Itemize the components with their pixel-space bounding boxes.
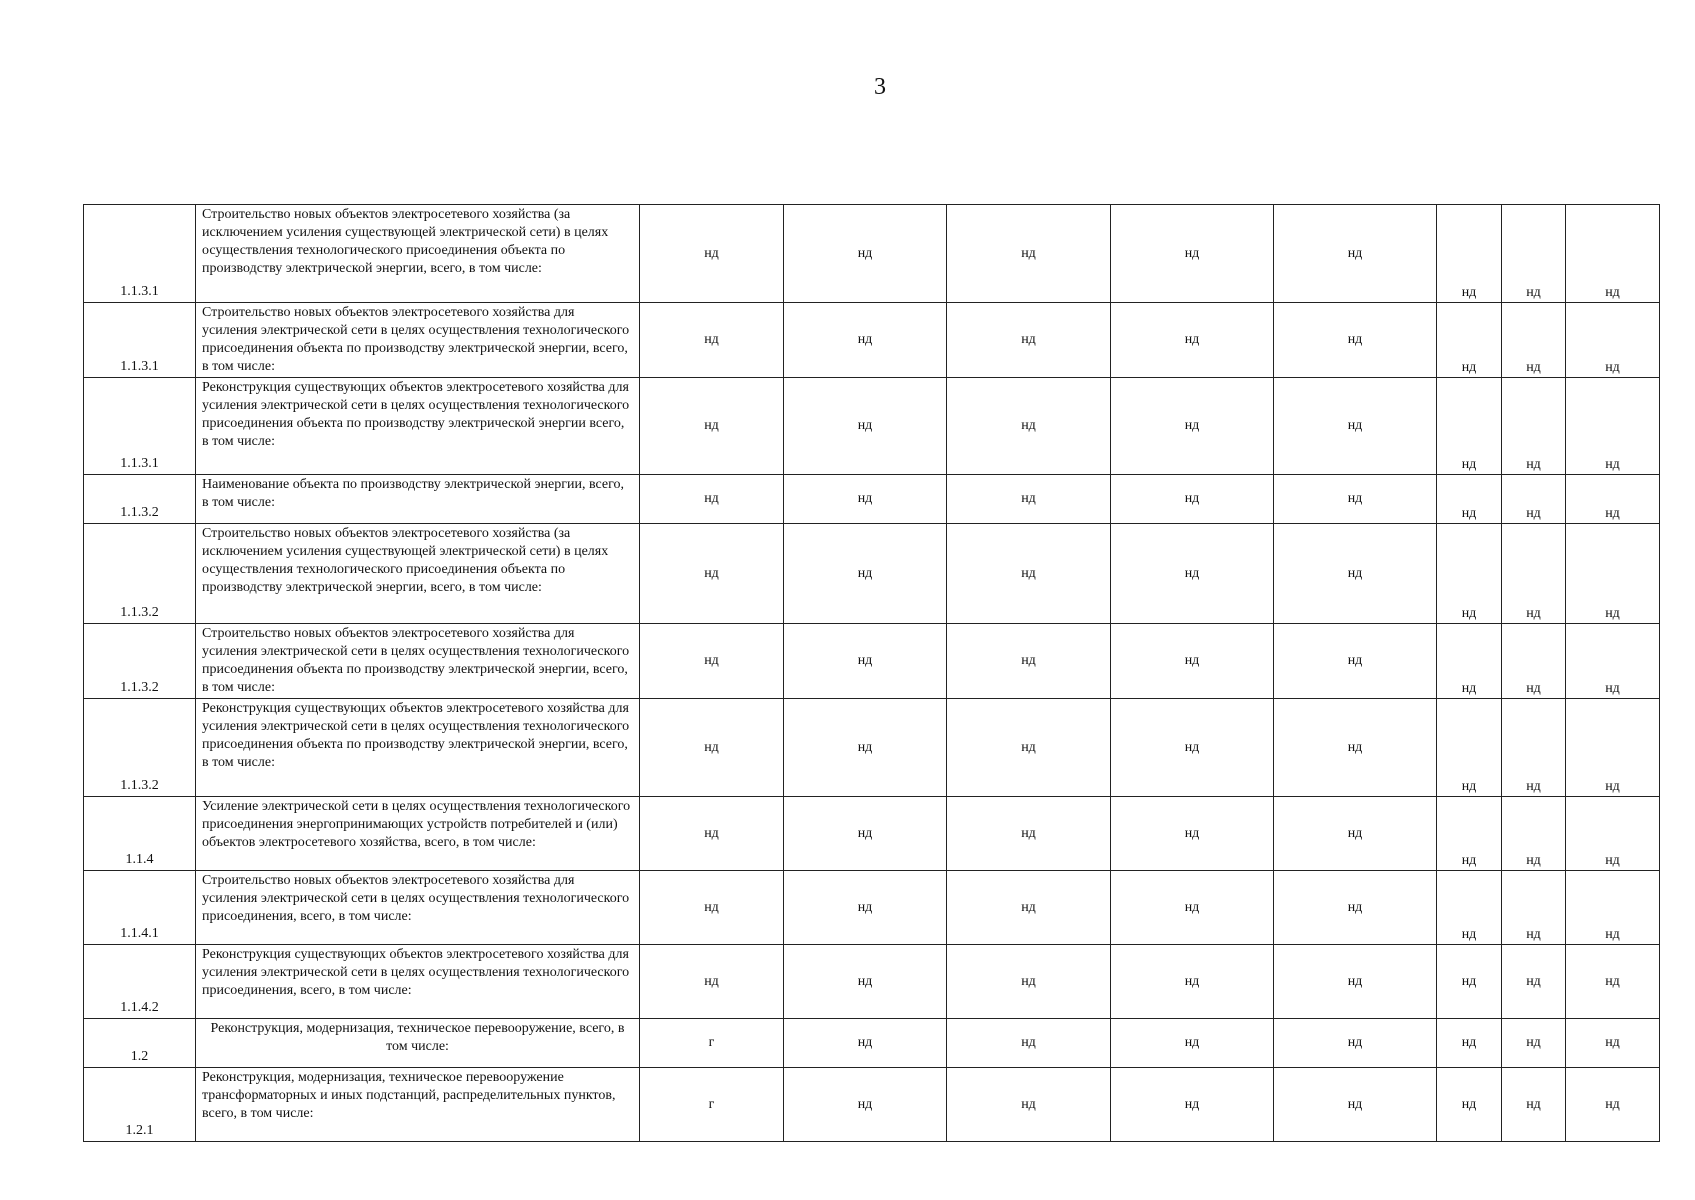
- value-cell: нд: [784, 699, 947, 797]
- value-cell: нд: [1502, 699, 1566, 797]
- row-name: Строительство новых объектов электросетевого хозяйства для усиления электрической сети в целях осуществления технологического присоединения, всего, в том числе:: [196, 871, 640, 945]
- value-cell: нд: [1566, 378, 1660, 475]
- investment-table: [83, 204, 1660, 1142]
- value-cell: нд: [1111, 1068, 1274, 1142]
- value-cell: нд: [1566, 524, 1660, 624]
- value-cell: нд: [1502, 205, 1566, 303]
- value-cell: нд: [1437, 303, 1502, 378]
- row-code: 1.1.3.1: [84, 303, 196, 378]
- value-cell: нд: [1111, 871, 1274, 945]
- value-cell: нд: [1111, 378, 1274, 475]
- table-row: [84, 945, 1660, 1019]
- value-cell: нд: [1566, 699, 1660, 797]
- row-code: 1.1.3.2: [84, 624, 196, 699]
- value-cell: нд: [640, 524, 784, 624]
- value-cell: нд: [1566, 624, 1660, 699]
- row-name: Строительство новых объектов электросетевого хозяйства (за исключением усиления существующей электрической сети) в целях осуществления технологического присоединения объекта по производству электрической энергии, всего, в том числе:: [196, 205, 640, 303]
- table-row: [84, 205, 1660, 303]
- value-cell: нд: [1566, 1019, 1660, 1068]
- row-name: Наименование объекта по производству электрической энергии, всего, в том числе:: [196, 475, 640, 524]
- table-row: [84, 303, 1660, 378]
- value-cell: нд: [1502, 624, 1566, 699]
- value-cell: нд: [947, 797, 1111, 871]
- value-cell: нд: [640, 205, 784, 303]
- value-cell: нд: [947, 205, 1111, 303]
- row-code: 1.1.4.2: [84, 945, 196, 1019]
- row-name: Реконструкция существующих объектов электросетевого хозяйства для усиления электрической сети в целях осуществления технологического присоединения, всего, в том числе:: [196, 945, 640, 1019]
- value-cell: нд: [640, 699, 784, 797]
- value-cell: нд: [784, 524, 947, 624]
- value-cell: нд: [784, 1019, 947, 1068]
- value-cell: нд: [947, 524, 1111, 624]
- value-cell: нд: [947, 945, 1111, 1019]
- value-cell: нд: [1111, 797, 1274, 871]
- row-name: Строительство новых объектов электросетевого хозяйства для усиления электрической сети в целях осуществления технологического присоединения объекта по производству электрической энергии, всего, в том числе:: [196, 303, 640, 378]
- table-row: [84, 871, 1660, 945]
- value-cell: нд: [1502, 303, 1566, 378]
- row-code: 1.1.3.2: [84, 475, 196, 524]
- value-cell: нд: [1274, 797, 1437, 871]
- value-cell: нд: [1566, 475, 1660, 524]
- value-cell: нд: [1274, 378, 1437, 475]
- value-cell: нд: [1437, 378, 1502, 475]
- value-cell: г: [640, 1068, 784, 1142]
- value-cell: нд: [784, 1068, 947, 1142]
- value-cell: нд: [1111, 945, 1274, 1019]
- value-cell: нд: [784, 797, 947, 871]
- value-cell: нд: [1111, 1019, 1274, 1068]
- value-cell: нд: [1502, 524, 1566, 624]
- row-name: Строительство новых объектов электросетевого хозяйства (за исключением усиления существующей электрической сети) в целях осуществления технологического присоединения объекта по производству электрической энергии, всего, в том числе:: [196, 524, 640, 624]
- value-cell: нд: [1437, 945, 1502, 1019]
- value-cell: нд: [1437, 1019, 1502, 1068]
- value-cell: нд: [947, 699, 1111, 797]
- value-cell: нд: [1566, 1068, 1660, 1142]
- value-cell: нд: [1274, 475, 1437, 524]
- value-cell: г: [640, 1019, 784, 1068]
- value-cell: нд: [1437, 205, 1502, 303]
- value-cell: нд: [784, 303, 947, 378]
- row-name: Реконструкция, модернизация, техническое перевооружение, всего, в том числе:: [196, 1019, 640, 1068]
- value-cell: нд: [1437, 699, 1502, 797]
- value-cell: нд: [1502, 378, 1566, 475]
- row-code: 1.1.3.2: [84, 524, 196, 624]
- value-cell: нд: [1111, 205, 1274, 303]
- value-cell: нд: [784, 945, 947, 1019]
- table-row: [84, 475, 1660, 524]
- row-code: 1.2: [84, 1019, 196, 1068]
- value-cell: нд: [640, 945, 784, 1019]
- value-cell: нд: [947, 475, 1111, 524]
- value-cell: нд: [1502, 475, 1566, 524]
- table-row: [84, 797, 1660, 871]
- value-cell: нд: [640, 378, 784, 475]
- table-row: [84, 378, 1660, 475]
- row-name: Реконструкция, модернизация, техническое перевооружение трансформаторных и иных подстанций, распределительных пунктов, всего, в том числе:: [196, 1068, 640, 1142]
- value-cell: нд: [1502, 945, 1566, 1019]
- value-cell: нд: [1274, 871, 1437, 945]
- value-cell: нд: [1502, 797, 1566, 871]
- value-cell: нд: [1437, 1068, 1502, 1142]
- value-cell: нд: [784, 475, 947, 524]
- page-number: 3: [874, 74, 886, 100]
- value-cell: нд: [1274, 1068, 1437, 1142]
- value-cell: нд: [784, 378, 947, 475]
- row-name: Усиление электрической сети в целях осуществления технологического присоединения энергопринимающих устройств потребителей и (или) объектов электросетевого хозяйства, всего, в том числе:: [196, 797, 640, 871]
- value-cell: нд: [1437, 475, 1502, 524]
- value-cell: нд: [947, 871, 1111, 945]
- value-cell: нд: [784, 624, 947, 699]
- value-cell: нд: [1111, 303, 1274, 378]
- table-row: [84, 1068, 1660, 1142]
- value-cell: нд: [1502, 1068, 1566, 1142]
- value-cell: нд: [1502, 1019, 1566, 1068]
- value-cell: нд: [1274, 624, 1437, 699]
- table-row: [84, 524, 1660, 624]
- row-code: 1.1.3.1: [84, 378, 196, 475]
- value-cell: нд: [1274, 945, 1437, 1019]
- row-code: 1.1.3.1: [84, 205, 196, 303]
- value-cell: нд: [1566, 871, 1660, 945]
- row-code: 1.1.4: [84, 797, 196, 871]
- row-name: Строительство новых объектов электросетевого хозяйства для усиления электрической сети в целях осуществления технологического присоединения объекта по производству электрической энергии, всего, в том числе:: [196, 624, 640, 699]
- table-row: [84, 624, 1660, 699]
- value-cell: нд: [1274, 303, 1437, 378]
- value-cell: нд: [1566, 945, 1660, 1019]
- value-cell: нд: [947, 303, 1111, 378]
- value-cell: нд: [1566, 797, 1660, 871]
- value-cell: нд: [1274, 1019, 1437, 1068]
- value-cell: нд: [1274, 699, 1437, 797]
- value-cell: нд: [1566, 205, 1660, 303]
- value-cell: нд: [947, 1019, 1111, 1068]
- value-cell: нд: [1566, 303, 1660, 378]
- value-cell: нд: [1111, 699, 1274, 797]
- value-cell: нд: [1274, 205, 1437, 303]
- value-cell: нд: [640, 797, 784, 871]
- value-cell: нд: [640, 624, 784, 699]
- value-cell: нд: [784, 871, 947, 945]
- value-cell: нд: [1274, 524, 1437, 624]
- value-cell: нд: [1502, 871, 1566, 945]
- table-row: [84, 1019, 1660, 1068]
- value-cell: нд: [1437, 524, 1502, 624]
- value-cell: нд: [1111, 624, 1274, 699]
- value-cell: нд: [1111, 475, 1274, 524]
- value-cell: нд: [640, 475, 784, 524]
- value-cell: нд: [640, 303, 784, 378]
- value-cell: нд: [640, 871, 784, 945]
- row-name: Реконструкция существующих объектов электросетевого хозяйства для усиления электрической сети в целях осуществления технологического присоединения объекта по производству электрической энергии всего, в том числе:: [196, 378, 640, 475]
- value-cell: нд: [1111, 524, 1274, 624]
- value-cell: нд: [784, 205, 947, 303]
- value-cell: нд: [1437, 871, 1502, 945]
- value-cell: нд: [1437, 797, 1502, 871]
- value-cell: нд: [947, 624, 1111, 699]
- row-code: 1.2.1: [84, 1068, 196, 1142]
- value-cell: нд: [947, 378, 1111, 475]
- value-cell: нд: [1437, 624, 1502, 699]
- row-code: 1.1.4.1: [84, 871, 196, 945]
- table-row: [84, 699, 1660, 797]
- value-cell: нд: [947, 1068, 1111, 1142]
- row-code: 1.1.3.2: [84, 699, 196, 797]
- row-name: Реконструкция существующих объектов электросетевого хозяйства для усиления электрической сети в целях осуществления технологического присоединения объекта по производству электрической энергии, всего, в том числе:: [196, 699, 640, 797]
